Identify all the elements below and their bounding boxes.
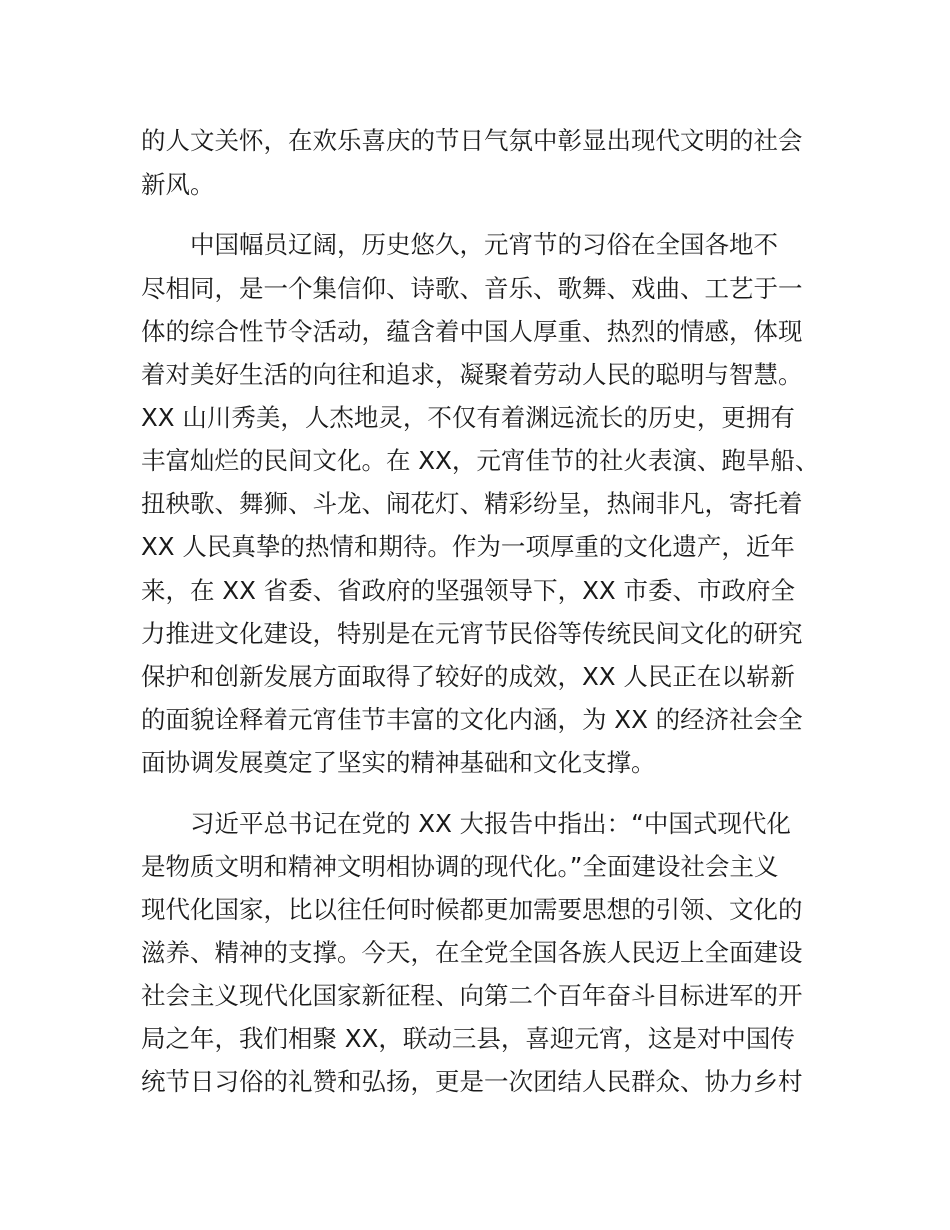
text-line: 力推进文化建设，特别是在元宵节民俗等传统民间文化的研究 <box>141 619 803 648</box>
text-line: 来，在 XX 省委、省政府的坚强领导下，XX 市委、市政府全 <box>141 576 795 605</box>
text-line: 滋养、精神的支撑。今天，在全党全国各族人民迈上全面建设 <box>141 938 803 967</box>
text-line: 新风。 <box>141 170 215 199</box>
text-line: 保护和创新发展方面取得了较好的成效，XX 人民正在以崭新 <box>141 662 795 691</box>
text-line: 扭秧歌、舞狮、斗龙、闹花灯、精彩纷呈，热闹非凡，寄托着 <box>141 489 803 518</box>
text-line: 是物质文明和精神文明相协调的现代化。”全面建设社会主义 <box>141 852 779 881</box>
text-line: 的面貌诠释着元宵佳节丰富的文化内涵，为 XX 的经济社会全 <box>141 705 803 734</box>
text-line: 局之年，我们相聚 XX，联动三县，喜迎元宵，这是对中国传 <box>141 1024 795 1053</box>
text-line: XX 山川秀美，人杰地灵，不仅有着渊远流长的历史，更拥有 <box>141 403 795 432</box>
text-line: 丰富灿烂的民间文化。在 XX，元宵佳节的社火表演、跑旱船、 <box>141 446 820 475</box>
text-line: 统节日习俗的礼赞和弘扬，更是一次团结人民群众、协力乡村 <box>141 1067 803 1096</box>
paragraph-first-line: 习近平总书记在党的 XX 大报告中指出：“中国式现代化 <box>190 809 791 838</box>
text-line: 着对美好生活的向往和追求，凝聚着劳动人民的聪明与智慧。 <box>141 360 803 389</box>
text-line: 尽相同，是一个集信仰、诗歌、音乐、歌舞、戏曲、工艺于一 <box>141 274 803 303</box>
text-line: XX 人民真挚的热情和期待。作为一项厚重的文化遗产，近年 <box>141 532 795 561</box>
text-line: 体的综合性节令活动，蕴含着中国人厚重、热烈的情感，体现 <box>141 317 803 346</box>
text-line: 面协调发展奠定了坚实的精神基础和文化支撑。 <box>141 748 656 777</box>
text-line: 的人文关怀，在欢乐喜庆的节日气氛中彰显出现代文明的社会 <box>141 126 803 155</box>
text-line: 现代化国家，比以往任何时候都更加需要思想的引领、文化的 <box>141 895 803 924</box>
paragraph-first-line: 中国幅员辽阔，历史悠久，元宵节的习俗在全国各地不 <box>190 230 778 259</box>
text-line: 社会主义现代化国家新征程、向第二个百年奋斗目标进军的开 <box>141 981 803 1010</box>
